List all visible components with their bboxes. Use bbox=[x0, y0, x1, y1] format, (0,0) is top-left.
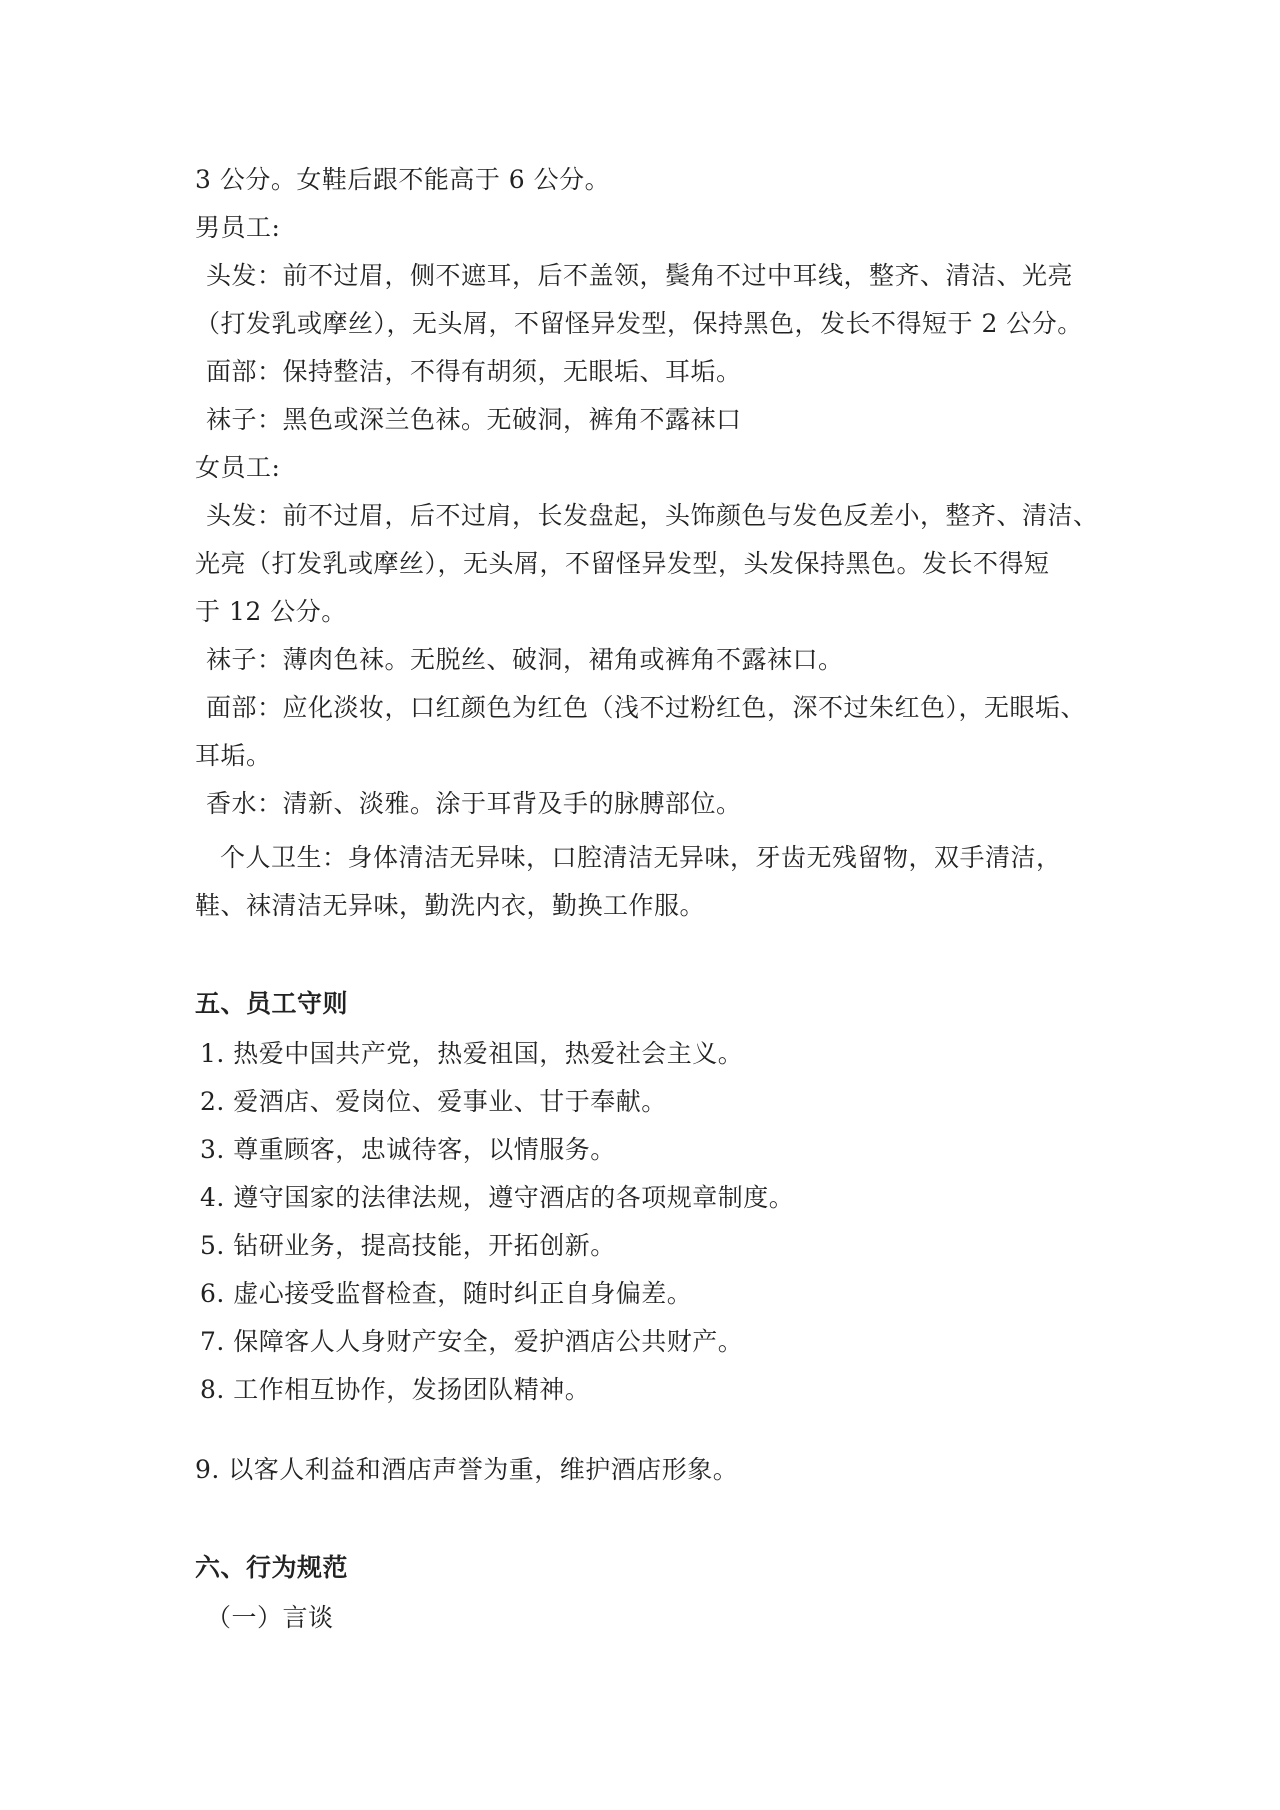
text-line: 光亮（打发乳或摩丝），无头屑，不留怪异发型，头发保持黑色。发长不得短 bbox=[195, 549, 1050, 578]
section-heading: 五、员工守则 bbox=[195, 989, 349, 1018]
list-item: 1. 热爱中国共产党，热爱祖国，热爱社会主义。 bbox=[200, 1039, 744, 1068]
text-line: 鞋、袜清洁无异味，勤洗内衣，勤换工作服。 bbox=[195, 891, 706, 920]
text-line: （打发乳或摩丝），无头屑，不留怪异发型，保持黑色，发长不得短于 2 公分。 bbox=[195, 309, 1083, 338]
text-line: 袜子：薄肉色袜。无脱丝、破洞，裙角或裤角不露袜口。 bbox=[206, 645, 844, 674]
text-line: 个人卫生：身体清洁无异味，口腔清洁无异味，牙齿无残留物，双手清洁， bbox=[220, 843, 1062, 872]
text-line: 面部：保持整洁，不得有胡须，无眼垢、耳垢。 bbox=[206, 357, 742, 386]
subsection-heading: （一）言谈 bbox=[206, 1603, 334, 1632]
text-line: 3 公分。女鞋后跟不能高于 6 公分。 bbox=[195, 165, 611, 194]
list-item: 7. 保障客人人身财产安全，爱护酒店公共财产。 bbox=[200, 1327, 744, 1356]
text-line: 头发：前不过眉，后不过肩，长发盘起，头饰颜色与发色反差小，整齐、清洁、 bbox=[206, 501, 1099, 530]
list-item: 6. 虚心接受监督检查，随时纠正自身偏差。 bbox=[200, 1279, 693, 1308]
text-line: 男员工: bbox=[195, 213, 281, 242]
text-line: 耳垢。 bbox=[195, 741, 272, 770]
text-line: 香水：清新、淡雅。涂于耳背及手的脉膊部位。 bbox=[206, 789, 742, 818]
text-line: 面部：应化淡妆，口红颜色为红色（浅不过粉红色，深不过朱红色），无眼垢、 bbox=[206, 693, 1087, 722]
list-item: 4. 遵守国家的法律法规，遵守酒店的各项规章制度。 bbox=[200, 1183, 795, 1212]
list-item: 3. 尊重顾客，忠诚待客，以情服务。 bbox=[200, 1135, 616, 1164]
text-line: 于 12 公分。 bbox=[195, 597, 347, 626]
text-line: 袜子：黑色或深兰色袜。无破洞，裤角不露袜口 bbox=[206, 405, 742, 434]
section-heading: 六、行为规范 bbox=[195, 1553, 349, 1582]
text-line: 头发：前不过眉，侧不遮耳，后不盖领，鬓角不过中耳线，整齐、清洁、光亮 bbox=[206, 261, 1074, 290]
list-item: 8. 工作相互协作，发扬团队精神。 bbox=[200, 1375, 591, 1404]
list-item: 9. 以客人利益和酒店声誉为重，维护酒店形象。 bbox=[195, 1455, 739, 1484]
list-item: 2. 爱酒店、爱岗位、爱事业、甘于奉献。 bbox=[200, 1087, 667, 1116]
text-line: 女员工: bbox=[195, 453, 281, 482]
list-item: 5. 钻研业务，提高技能，开拓创新。 bbox=[200, 1231, 616, 1260]
